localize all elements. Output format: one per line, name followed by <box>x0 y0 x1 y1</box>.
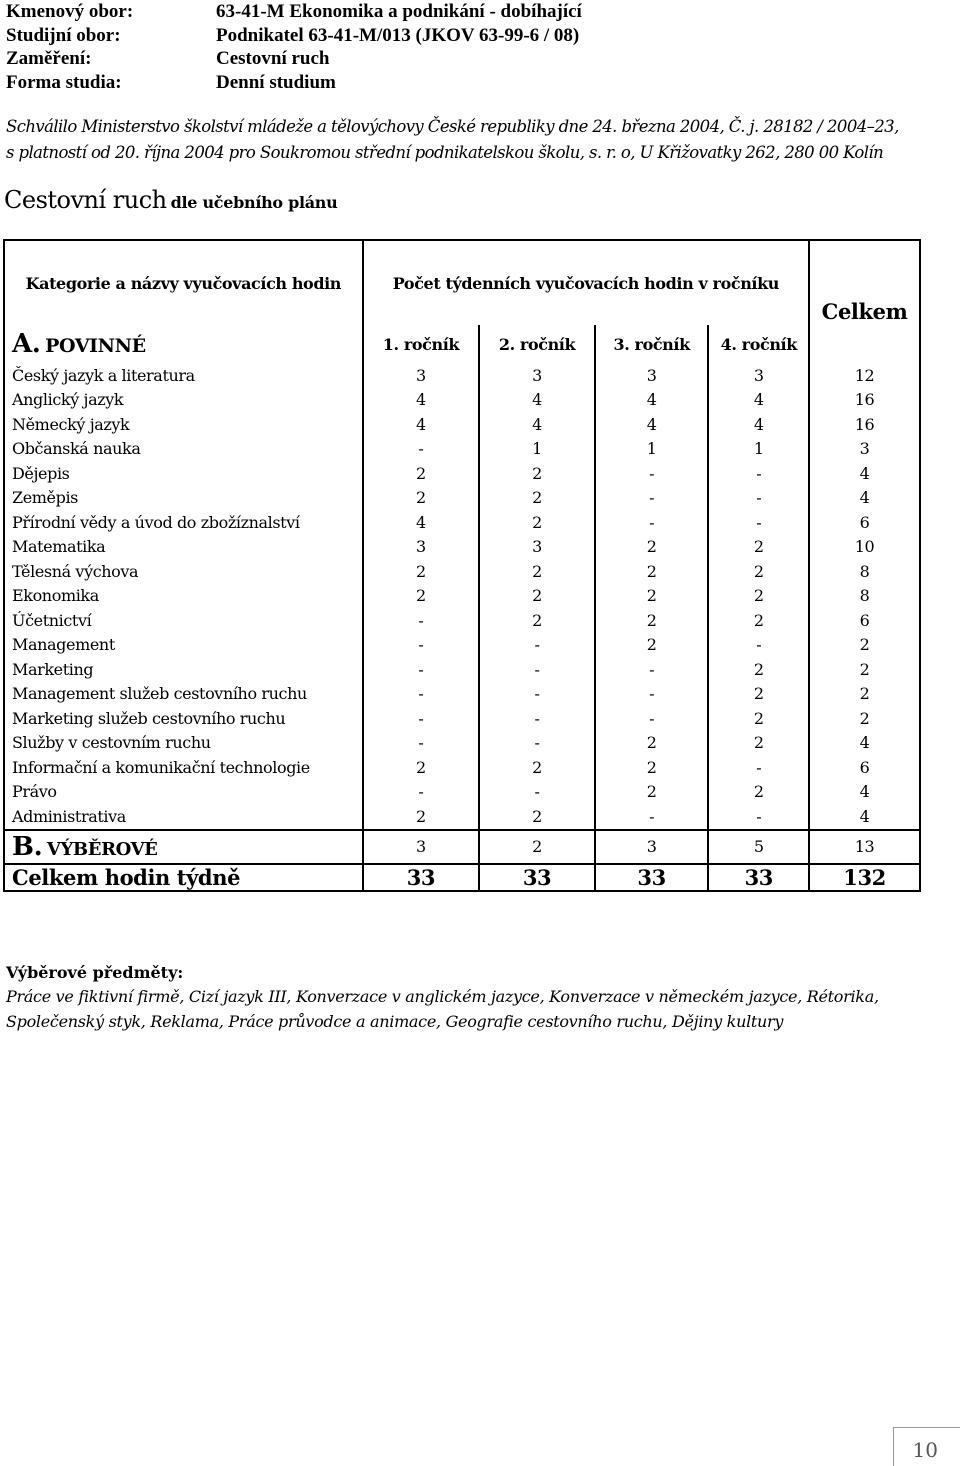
section-a-label <box>4 325 363 363</box>
hours-year-3: 2 <box>595 535 709 560</box>
info-value: Denní studium <box>216 71 336 93</box>
hours-year-1: - <box>363 608 480 633</box>
header-weekly-hours: Počet týdenních vyučovacích hodin v ročníku <box>363 240 809 325</box>
hours-year-3: - <box>595 682 709 707</box>
hours-year-1: - <box>363 437 480 462</box>
weekly-total-row <box>4 864 920 891</box>
section-a-row <box>4 325 920 363</box>
hours-year-1: 2 <box>363 584 480 609</box>
study-info-block <box>6 0 582 94</box>
table-row <box>4 363 920 388</box>
subject-name: Občanská nauka <box>4 437 363 462</box>
table-row <box>4 412 920 437</box>
hours-year-4: 3 <box>708 363 809 388</box>
hours-year-4: 2 <box>708 584 809 609</box>
hours-year-4: - <box>708 633 809 658</box>
weekly-total-sum: 132 <box>809 864 920 891</box>
hours-total: 2 <box>809 682 920 707</box>
hours-year-4: 2 <box>708 559 809 584</box>
table-row <box>4 731 920 756</box>
hours-total: 8 <box>809 584 920 609</box>
hours-year-3: 3 <box>595 363 709 388</box>
hours-year-2: - <box>479 682 595 707</box>
hours-year-3: 4 <box>595 412 709 437</box>
hours-year-4: 2 <box>708 657 809 682</box>
hours-total: 12 <box>809 363 920 388</box>
hours-year-1: 2 <box>363 804 480 830</box>
hours-total: 6 <box>809 755 920 780</box>
hours-year-4: - <box>708 486 809 511</box>
hours-year-2: 3 <box>479 363 595 388</box>
subject-name: Právo <box>4 780 363 805</box>
weekly-total-year-1: 33 <box>363 864 480 891</box>
hours-year-4: 2 <box>708 608 809 633</box>
hours-year-1: 2 <box>363 755 480 780</box>
hours-year-1: 3 <box>363 363 480 388</box>
info-value: Podnikatel 63-41-M/013 (JKOV 63-99-6 / 08) <box>216 24 580 46</box>
hours-year-4: 2 <box>708 682 809 707</box>
table-row <box>4 486 920 511</box>
hours-year-2: 4 <box>479 388 595 413</box>
hours-year-1: 4 <box>363 510 480 535</box>
section-b-label <box>4 830 363 864</box>
hours-total: 16 <box>809 412 920 437</box>
hours-year-4: - <box>708 510 809 535</box>
hours-year-2: 2 <box>479 755 595 780</box>
subject-name: Marketing služeb cestovního ruchu <box>4 706 363 731</box>
info-value: Cestovní ruch <box>216 48 330 69</box>
hours-year-2: 2 <box>479 804 595 830</box>
hours-total: 16 <box>809 388 920 413</box>
subject-name: Zeměpis <box>4 486 363 511</box>
hours-total: 10 <box>809 535 920 560</box>
table-row <box>4 535 920 560</box>
info-row-study-form <box>6 71 582 95</box>
hours-year-1: - <box>363 731 480 756</box>
subject-name: Matematika <box>4 535 363 560</box>
table-header-row <box>4 240 920 325</box>
hours-year-2: 2 <box>479 510 595 535</box>
page-number: 10 <box>912 1438 938 1462</box>
subject-rows <box>4 363 920 830</box>
hours-year-2: - <box>479 780 595 805</box>
section-a-word: POVINNÉ <box>45 335 146 357</box>
info-label: Zaměření: <box>6 48 92 69</box>
info-label: Forma studia: <box>6 71 122 93</box>
heading-sub: dle učebního plánu <box>170 193 338 212</box>
hours-total: 2 <box>809 706 920 731</box>
table-row <box>4 780 920 805</box>
hours-year-3: 2 <box>595 559 709 584</box>
section-b-year-2: 2 <box>479 830 595 864</box>
hours-year-2: 2 <box>479 608 595 633</box>
hours-year-1: - <box>363 706 480 731</box>
table-row <box>4 755 920 780</box>
hours-total: 8 <box>809 559 920 584</box>
hours-year-2: - <box>479 731 595 756</box>
info-row-study-field <box>6 24 582 48</box>
subject-name: Management služeb cestovního ruchu <box>4 682 363 707</box>
table-row <box>4 804 920 830</box>
section-heading <box>4 186 337 214</box>
subject-name: Německý jazyk <box>4 412 363 437</box>
approval-statement <box>6 114 956 166</box>
table-row <box>4 657 920 682</box>
subject-name: Tělesná výchova <box>4 559 363 584</box>
electives-title: Výběrové předměty: <box>6 963 184 982</box>
section-b-year-4: 5 <box>708 830 809 864</box>
subject-name: Český jazyk a literatura <box>4 363 363 388</box>
hours-year-1: 3 <box>363 535 480 560</box>
subject-name: Administrativa <box>4 804 363 830</box>
header-total: Celkem <box>809 240 920 363</box>
year-2-header: 2. ročník <box>479 325 595 363</box>
hours-year-1: 2 <box>363 559 480 584</box>
hours-year-3: 2 <box>595 584 709 609</box>
hours-year-2: 1 <box>479 437 595 462</box>
hours-year-2: 4 <box>479 412 595 437</box>
hours-year-4: 2 <box>708 535 809 560</box>
approval-line-2: s platností od 20. října 2004 pro Soukromou střední podnikatelskou školu, s. r. o, U Křižovatky 262, 280 00 Kolín <box>6 143 884 162</box>
hours-year-4: - <box>708 755 809 780</box>
hours-total: 3 <box>809 437 920 462</box>
hours-year-3: 1 <box>595 437 709 462</box>
section-b-year-1: 3 <box>363 830 480 864</box>
info-row-core-field <box>6 0 582 24</box>
hours-year-2: 2 <box>479 559 595 584</box>
hours-year-4: 2 <box>708 780 809 805</box>
hours-year-3: 4 <box>595 388 709 413</box>
hours-year-3: 2 <box>595 780 709 805</box>
hours-year-4: 4 <box>708 412 809 437</box>
hours-year-3: 2 <box>595 755 709 780</box>
hours-year-2: 2 <box>479 584 595 609</box>
info-row-focus <box>6 47 582 71</box>
header-category: Kategorie a názvy vyučovacích hodin <box>4 240 363 325</box>
table-row <box>4 584 920 609</box>
electives-line-2: Společenský styk, Reklama, Práce průvodce a animace, Geografie cestovního ruchu, Dějiny kultury <box>6 1012 784 1031</box>
subject-name: Dějepis <box>4 461 363 486</box>
hours-year-1: 2 <box>363 461 480 486</box>
subject-name: Marketing <box>4 657 363 682</box>
hours-year-3: - <box>595 706 709 731</box>
hours-year-2: 2 <box>479 486 595 511</box>
hours-year-3: - <box>595 804 709 830</box>
hours-year-4: 1 <box>708 437 809 462</box>
weekly-total-year-4: 33 <box>708 864 809 891</box>
hours-year-3: - <box>595 510 709 535</box>
hours-total: 4 <box>809 486 920 511</box>
subject-name: Přírodní vědy a úvod do zbožíznalství <box>4 510 363 535</box>
heading-main: Cestovní ruch <box>4 186 167 214</box>
section-b-row <box>4 830 920 864</box>
hours-total: 4 <box>809 731 920 756</box>
table-row <box>4 437 920 462</box>
section-b-year-3: 3 <box>595 830 709 864</box>
table-row <box>4 388 920 413</box>
hours-year-1: 4 <box>363 412 480 437</box>
hours-year-1: - <box>363 657 480 682</box>
hours-year-3: 2 <box>595 608 709 633</box>
hours-year-4: - <box>708 804 809 830</box>
section-b-word: VÝBĚROVÉ <box>46 838 158 860</box>
info-label: Studijní obor: <box>6 24 121 46</box>
table-row <box>4 461 920 486</box>
info-value: 63-41-M Ekonomika a podnikání - dobíhající <box>216 1 582 22</box>
subject-name: Ekonomika <box>4 584 363 609</box>
subject-name: Anglický jazyk <box>4 388 363 413</box>
hours-total: 4 <box>809 461 920 486</box>
hours-year-1: 2 <box>363 486 480 511</box>
hours-total: 6 <box>809 510 920 535</box>
hours-year-4: 2 <box>708 731 809 756</box>
subject-name: Informační a komunikační technologie <box>4 755 363 780</box>
page-number-box <box>893 1427 960 1466</box>
year-3-header: 3. ročník <box>595 325 709 363</box>
hours-year-3: 2 <box>595 731 709 756</box>
table-row <box>4 706 920 731</box>
table-row <box>4 559 920 584</box>
hours-year-2: - <box>479 657 595 682</box>
hours-total: 6 <box>809 608 920 633</box>
approval-line-1: Schválilo Ministerstvo školství mládeže a tělovýchovy České republiky dne 24. března 2004, Č. j. 28182 / 2004–23, <box>6 117 899 136</box>
hours-year-4: 2 <box>708 706 809 731</box>
hours-year-3: - <box>595 486 709 511</box>
hours-year-3: 2 <box>595 633 709 658</box>
hours-year-2: 2 <box>479 461 595 486</box>
electives-block <box>6 962 956 1034</box>
weekly-total-label: Celkem hodin týdně <box>4 864 363 891</box>
hours-year-2: - <box>479 706 595 731</box>
year-1-header: 1. ročník <box>363 325 480 363</box>
year-4-header: 4. ročník <box>708 325 809 363</box>
hours-total: 2 <box>809 633 920 658</box>
hours-year-4: 4 <box>708 388 809 413</box>
hours-year-3: - <box>595 657 709 682</box>
table-row <box>4 608 920 633</box>
hours-total: 2 <box>809 657 920 682</box>
section-a-letter: A. <box>12 329 41 359</box>
hours-year-1: - <box>363 780 480 805</box>
hours-year-2: - <box>479 633 595 658</box>
subject-name: Služby v cestovním ruchu <box>4 731 363 756</box>
subject-name: Účetnictví <box>4 608 363 633</box>
table-row <box>4 510 920 535</box>
electives-line-1: Práce ve fiktivní firmě, Cizí jazyk III, Konverzace v anglickém jazyce, Konverzace v německém jazyce, Rétorika, <box>6 987 879 1006</box>
section-b-total: 13 <box>809 830 920 864</box>
weekly-total-year-2: 33 <box>479 864 595 891</box>
hours-total: 4 <box>809 780 920 805</box>
table-row <box>4 682 920 707</box>
section-b-letter: B. <box>12 831 43 862</box>
hours-year-3: - <box>595 461 709 486</box>
table-row <box>4 633 920 658</box>
info-label: Kmenový obor: <box>6 1 134 22</box>
hours-year-2: 3 <box>479 535 595 560</box>
hours-year-1: 4 <box>363 388 480 413</box>
curriculum-table <box>3 239 921 892</box>
hours-year-1: - <box>363 682 480 707</box>
hours-total: 4 <box>809 804 920 830</box>
subject-name: Management <box>4 633 363 658</box>
hours-year-1: - <box>363 633 480 658</box>
hours-year-4: - <box>708 461 809 486</box>
weekly-total-year-3: 33 <box>595 864 709 891</box>
